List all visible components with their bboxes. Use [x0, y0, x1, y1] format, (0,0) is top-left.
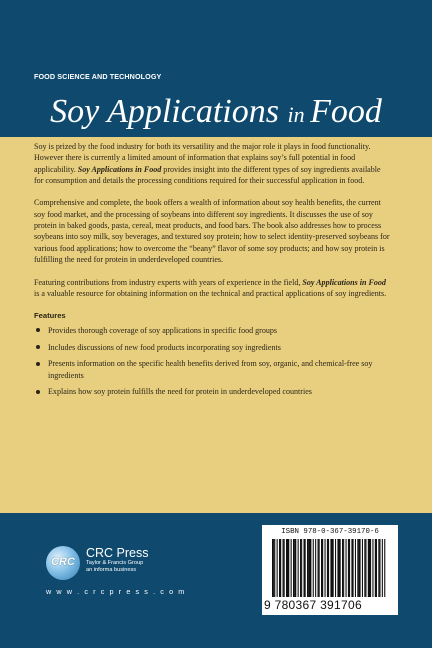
barcode-bar: [318, 539, 319, 597]
barcode-bar: [298, 539, 299, 597]
barcode-bar: [321, 539, 323, 597]
barcode-bar: [365, 539, 366, 597]
title-word-soy: Soy: [50, 93, 108, 130]
barcode-bar: [304, 539, 306, 597]
isbn-label: ISBN 978-0-367-39170-6: [281, 528, 379, 536]
barcode-bar: [319, 539, 320, 597]
barcode-bar: [272, 539, 273, 597]
barcode-bar: [328, 539, 329, 597]
barcode-bar: [348, 539, 350, 597]
paragraph-2: Comprehensive and complete, the book offers a wealth of information about soy health benefits, the current soy food market, and the processing of soybeans into different soy ingredients. It discusses the use of soy protein in baked goods, pasta, cereal, meat products, and food bars. The book also addresses how to process soybeans into soy milk, soy beverages, and textured soy protein; how to select identity-preserved soybeans for various food applications; how to overcome the “beany” flavor of some soy products; and how soy protein is fulfilling the need for protein in underdeveloped countries.: [34, 198, 390, 264]
publisher-business: an informa business: [86, 567, 137, 573]
barcode-bar: [315, 539, 316, 597]
barcode-bar: [274, 539, 275, 597]
barcode-bar: [335, 539, 336, 597]
barcode-bar: [372, 539, 373, 597]
publisher-name: CRC Press: [86, 546, 149, 560]
barcode-bar: [286, 539, 289, 597]
barcode-bar: [330, 539, 331, 597]
barcode-bar: [351, 539, 352, 597]
barcode-bar: [382, 539, 383, 597]
barcode-area: [262, 525, 398, 615]
barcode-bar: [342, 539, 343, 597]
barcode-digits: 9 780367 391706: [264, 598, 362, 612]
barcode-bar: [353, 539, 354, 597]
barcode-bar: [358, 539, 360, 597]
barcode-icon: [272, 539, 388, 597]
publisher-group: Taylor & Francis Group: [86, 560, 144, 566]
barcode-bar: [327, 539, 328, 597]
title-word-in: in: [287, 102, 311, 127]
bullet-icon: [36, 345, 40, 349]
publisher-website: w w w . c r c p r e s s . c o m: [46, 587, 186, 596]
features-heading: Features: [34, 311, 66, 321]
inline-title: Soy Applications in Food: [302, 277, 386, 287]
book-title: [0, 92, 432, 135]
barcode-bar: [364, 539, 365, 597]
logo-mark-text: CRC: [51, 556, 75, 568]
feature-item: Includes discussions of new food products incorporating soy ingredients: [34, 342, 390, 353]
barcode-bar: [313, 539, 314, 597]
barcode-bar: [357, 539, 358, 597]
barcode-bar: [337, 539, 340, 597]
barcode-bar: [343, 539, 344, 597]
series-label: FOOD SCIENCE AND TECHNOLOGY: [34, 72, 162, 81]
title-word-food: Food: [310, 93, 382, 130]
barcode-bar: [308, 539, 311, 597]
paragraph-3: Featuring contributions from industry experts with years of experience in the field, Soy Applications in Food is a valuable resource for obtaining information on the technical and practical applications of soy ingredients.: [34, 277, 387, 298]
feature-item: Presents information on the specific health benefits derived from soy, organic, and chemical-free soy ingredients: [34, 358, 390, 381]
barcode-bar: [279, 539, 281, 597]
barcode-bar: [293, 539, 294, 597]
barcode-bar: [301, 539, 302, 597]
bullet-icon: [36, 362, 40, 366]
features-list: [34, 325, 390, 398]
description-text: [34, 141, 390, 403]
publisher-brand: [86, 546, 149, 574]
barcode-bar: [368, 539, 371, 597]
bullet-icon: [36, 328, 40, 332]
barcode-bar: [307, 539, 308, 597]
barcode-bar: [325, 539, 326, 597]
barcode-bar: [300, 539, 301, 597]
barcode-bar: [291, 539, 292, 597]
barcode-bar: [294, 539, 296, 597]
feature-item: Provides thorough coverage of soy applications in specific food groups: [34, 325, 390, 336]
barcode-bar: [384, 539, 385, 597]
feature-item: Explains how soy protein fulfills the need for protein in underdeveloped countries: [34, 386, 390, 397]
bullet-icon: [36, 390, 40, 394]
barcode-bar: [283, 539, 284, 597]
barcode-bar: [355, 539, 356, 597]
title-word-applications: Applications: [107, 93, 288, 130]
barcode-bar: [273, 539, 274, 597]
barcode-bar: [277, 539, 278, 597]
barcode-bar: [284, 539, 285, 597]
barcode-bar: [362, 539, 363, 597]
barcode-bar: [346, 539, 347, 597]
barcode-bar: [332, 539, 334, 597]
barcode-bar: [375, 539, 377, 597]
barcode-bar: [378, 539, 379, 597]
paragraph-1: Soy is prized by the food industry for both its versatility and the major role it plays in food functionality. However there is currently a limited amount of information that explains soy’s full potential in food applicability. Soy Applications in Food provides insight into the different types of soy ingredients available for consumption and details the processing conditions required for their successful application in food.: [34, 142, 381, 185]
inline-title: Soy Applications in Food: [77, 164, 162, 174]
barcode-bar: [379, 539, 380, 597]
